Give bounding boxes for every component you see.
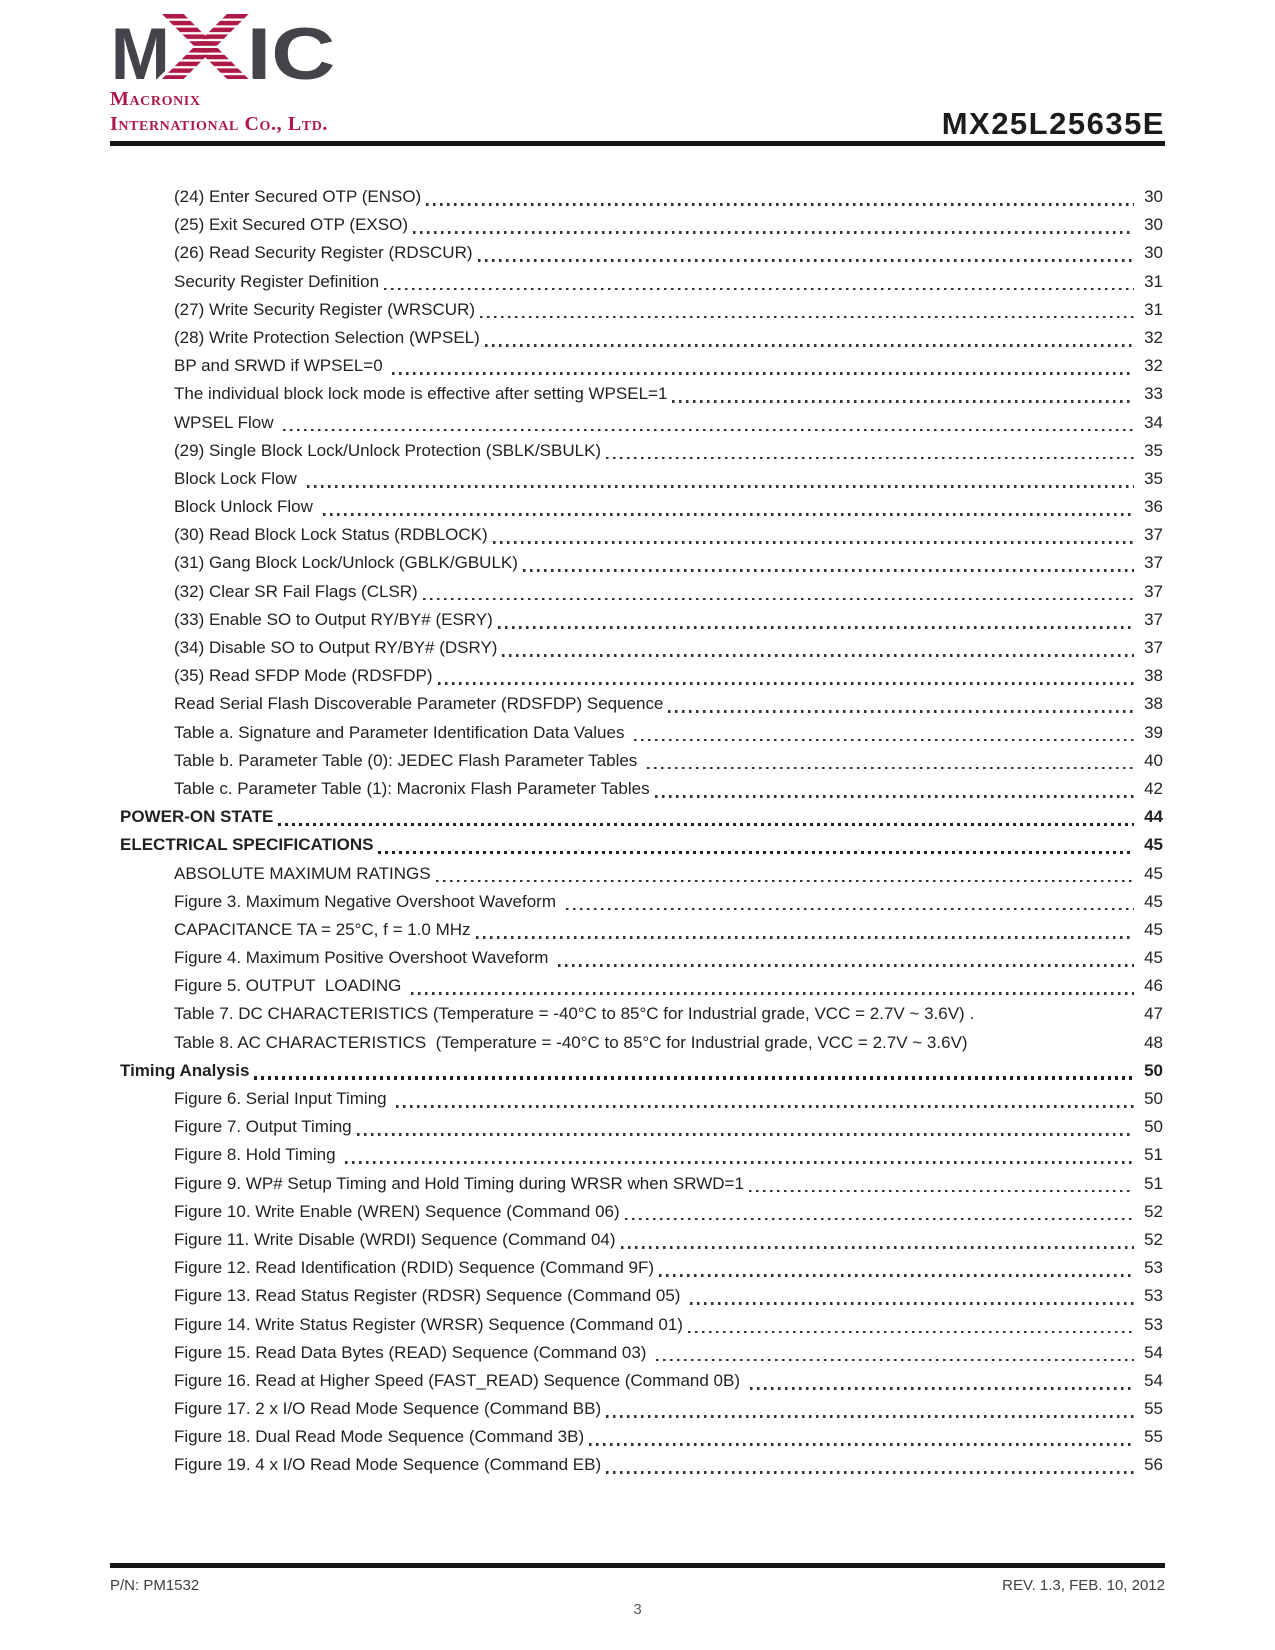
toc-leader-dots	[634, 739, 1134, 742]
toc-entry	[110, 1057, 1163, 1085]
toc-entry-label: Figure 18. Dual Read Mode Sequence (Command 3B)	[174, 1427, 585, 1447]
toc-leader-dots	[647, 767, 1134, 770]
toc-entry-label: (32) Clear SR Fail Flags (CLSR)	[174, 581, 418, 601]
toc-leader-dots	[690, 1302, 1134, 1305]
toc-page-number: 45	[1144, 948, 1163, 968]
toc-entry-label: (26) Read Security Register (RDSCUR)	[174, 243, 473, 263]
toc-entry	[110, 944, 1163, 972]
toc-page-number: 55	[1144, 1427, 1163, 1447]
toc-entry	[110, 719, 1163, 747]
toc-leader-dots	[478, 259, 1134, 262]
toc-leader-dots	[606, 1415, 1134, 1418]
toc-entry	[110, 888, 1163, 916]
toc-entry-label: Security Register Definition	[174, 271, 380, 291]
toc-entry	[110, 860, 1163, 888]
toc-page-number: 39	[1144, 722, 1163, 742]
table-of-contents	[110, 183, 1163, 1480]
toc-leader-dots	[558, 964, 1134, 967]
toc-entry	[110, 211, 1163, 239]
toc-leader-dots	[621, 1246, 1134, 1249]
toc-entry-label: Figure 13. Read Status Register (RDSR) Sequence (Command 05)	[174, 1286, 686, 1306]
toc-page-number: 37	[1144, 609, 1163, 629]
toc-entry	[110, 662, 1163, 690]
toc-leader-dots	[502, 654, 1134, 657]
toc-page-number: 50	[1144, 1060, 1163, 1080]
toc-page-number: 53	[1144, 1258, 1163, 1278]
toc-leader-dots	[566, 908, 1134, 911]
toc-page-number: 33	[1144, 384, 1163, 404]
toc-leader-dots	[498, 626, 1134, 629]
toc-page-number: 32	[1144, 356, 1163, 376]
toc-entry	[110, 1170, 1163, 1198]
toc-page-number: 48	[1144, 1032, 1163, 1052]
toc-entry	[110, 324, 1163, 352]
toc-page-number: 53	[1144, 1286, 1163, 1306]
company-name-line1: Macronix	[110, 88, 201, 110]
mxic-logo-icon	[110, 14, 340, 81]
toc-entry	[110, 1311, 1163, 1339]
toc-page-number: 54	[1144, 1342, 1163, 1362]
toc-entry	[110, 549, 1163, 577]
toc-leader-dots	[283, 429, 1134, 432]
page-number: 3	[633, 1601, 642, 1618]
toc-entry-label: (30) Read Block Lock Status (RDBLOCK)	[174, 525, 488, 545]
toc-leader-dots	[655, 795, 1134, 798]
toc-leader-dots	[278, 823, 1134, 826]
toc-entry-label: Timing Analysis	[120, 1060, 250, 1080]
toc-entry-label: Figure 10. Write Enable (WREN) Sequence (Command 06)	[174, 1201, 620, 1221]
company-name	[110, 87, 340, 137]
toc-entry	[110, 690, 1163, 718]
toc-entry-label: Figure 4. Maximum Positive Overshoot Waveform	[174, 948, 554, 968]
toc-leader-dots	[396, 1105, 1134, 1108]
toc-entry-label: Figure 9. WP# Setup Timing and Hold Timing during WRSR when SRWD=1	[174, 1173, 744, 1193]
toc-leader-dots	[392, 372, 1134, 375]
page-footer	[110, 1577, 1165, 1594]
toc-page-number: 36	[1144, 497, 1163, 517]
toc-entry	[110, 578, 1163, 606]
toc-page-number: 35	[1144, 440, 1163, 460]
toc-entry-label: Figure 16. Read at Higher Speed (FAST_READ) Sequence (Command 0B)	[174, 1370, 745, 1390]
toc-page-number: 51	[1144, 1145, 1163, 1165]
toc-entry	[110, 1085, 1163, 1113]
toc-leader-dots	[254, 1076, 1134, 1079]
toc-entry	[110, 1198, 1163, 1226]
toc-leader-dots	[438, 682, 1134, 685]
toc-entry-label: BP and SRWD if WPSEL=0	[174, 356, 388, 376]
revision-date: REV. 1.3, FEB. 10, 2012	[1002, 1577, 1165, 1594]
toc-entry-label: (29) Single Block Lock/Unlock Protection (SBLK/SBULK)	[174, 440, 602, 460]
toc-leader-dots	[974, 1000, 1137, 1028]
toc-entry-label: ELECTRICAL SPECIFICATIONS	[120, 835, 374, 855]
logo-letter-m: M	[110, 14, 170, 81]
toc-page-number: 52	[1144, 1201, 1163, 1221]
toc-entry-label: Figure 3. Maximum Negative Overshoot Waveform	[174, 891, 561, 911]
logo-letters-ic: IC	[246, 14, 336, 81]
toc-entry-label: Figure 15. Read Data Bytes (READ) Sequence (Command 03)	[174, 1342, 652, 1362]
toc-leader-dots	[480, 316, 1134, 319]
toc-entry	[110, 775, 1163, 803]
toc-leader-dots	[656, 1359, 1134, 1362]
toc-entry-label: WPSEL Flow	[174, 412, 279, 432]
toc-entry	[110, 747, 1163, 775]
toc-entry-label: Figure 6. Serial Input Timing	[174, 1089, 392, 1108]
toc-leader-dots	[688, 1331, 1134, 1334]
toc-page-number: 45	[1144, 835, 1163, 855]
toc-page-number: 35	[1144, 468, 1163, 488]
part-number: P/N: PM1532	[110, 1577, 200, 1594]
toc-leader-dots	[307, 485, 1134, 488]
toc-leader-dots	[476, 936, 1134, 939]
toc-page-number: 37	[1144, 638, 1163, 657]
toc-page-number: 31	[1144, 271, 1163, 291]
toc-entry-label: Figure 5. OUTPUT LOADING	[174, 976, 407, 996]
toc-leader-dots	[436, 880, 1134, 883]
toc-entry	[110, 916, 1163, 944]
toc-entry	[110, 493, 1163, 521]
toc-page-number: 56	[1144, 1455, 1163, 1475]
toc-entry-label: (33) Enable SO to Output RY/BY# (ESRY)	[174, 609, 493, 629]
toc-entry-label: The individual block lock mode is effective after setting WPSEL=1	[174, 384, 668, 404]
toc-page-number: 30	[1144, 215, 1163, 235]
toc-entry-label: (35) Read SFDP Mode (RDSFDP)	[174, 666, 433, 686]
toc-page-number: 50	[1144, 1117, 1163, 1137]
toc-page-number: 34	[1144, 412, 1163, 432]
toc-page-number: 44	[1144, 807, 1163, 827]
toc-page-number: 32	[1144, 327, 1163, 347]
toc-entry	[110, 1395, 1163, 1423]
company-name-line2: International Co., Ltd.	[110, 113, 329, 135]
toc-entry	[110, 268, 1163, 296]
toc-page-number: 40	[1144, 750, 1163, 770]
toc-entry	[110, 380, 1163, 408]
toc-leader-dots	[413, 231, 1134, 234]
mxic-logo	[110, 14, 340, 137]
toc-leader-dots	[672, 400, 1134, 403]
toc-entry-label: Block Unlock Flow	[174, 497, 318, 517]
header-divider	[110, 141, 1165, 146]
toc-page-number: 47	[1144, 1004, 1163, 1024]
toc-entry	[110, 465, 1163, 493]
toc-entry-label: CAPACITANCE TA = 25°C, f = 1.0 MHz	[174, 919, 471, 939]
toc-entry	[110, 1113, 1163, 1141]
toc-entry-label: Table a. Signature and Parameter Identification Data Values	[174, 722, 630, 742]
toc-entry	[110, 1423, 1163, 1451]
toc-leader-dots	[485, 344, 1134, 347]
toc-page-number: 37	[1144, 581, 1163, 601]
toc-leader-dots	[357, 1133, 1134, 1136]
toc-page-number: 30	[1144, 243, 1163, 263]
toc-page-number: 50	[1144, 1089, 1163, 1108]
toc-leader-dots	[384, 288, 1134, 291]
toc-entry	[110, 1282, 1163, 1310]
toc-entry-label: (31) Gang Block Lock/Unlock (GBLK/GBULK)	[174, 553, 518, 573]
toc-entry-label: (25) Exit Secured OTP (EXSO)	[174, 215, 408, 235]
part-number-title: MX25L25635E	[941, 106, 1165, 141]
toc-entry	[110, 1029, 1163, 1057]
page-header	[110, 14, 1165, 142]
logo-x-glyph	[157, 14, 254, 79]
toc-leader-dots	[426, 203, 1134, 206]
toc-leader-dots	[493, 541, 1134, 544]
toc-leader-dots	[423, 598, 1134, 601]
toc-entry	[110, 1000, 1163, 1028]
toc-entry-label: (34) Disable SO to Output RY/BY# (DSRY)	[174, 638, 498, 657]
toc-entry	[110, 296, 1163, 324]
toc-leader-dots	[968, 1029, 1137, 1057]
toc-entry	[110, 409, 1163, 437]
toc-entry	[110, 1339, 1163, 1367]
toc-leader-dots	[750, 1387, 1134, 1390]
toc-entry	[110, 437, 1163, 465]
toc-entry	[110, 1451, 1163, 1479]
toc-entry-label: (28) Write Protection Selection (WPSEL)	[174, 327, 480, 347]
toc-page-number: 45	[1144, 863, 1163, 883]
toc-leader-dots	[411, 992, 1134, 995]
toc-leader-dots	[523, 569, 1134, 572]
toc-entry	[110, 521, 1163, 549]
toc-page-number: 31	[1144, 299, 1163, 319]
toc-page-number: 37	[1144, 553, 1163, 573]
toc-leader-dots	[323, 513, 1134, 516]
toc-page-number: 52	[1144, 1229, 1163, 1249]
toc-page-number: 38	[1144, 666, 1163, 686]
toc-entry-label: Figure 19. 4 x I/O Read Mode Sequence (Command EB)	[174, 1455, 602, 1475]
toc-entry-label: Figure 7. Output Timing	[174, 1117, 352, 1137]
toc-entry	[110, 352, 1163, 380]
toc-page-number: 55	[1144, 1399, 1163, 1419]
toc-entry-label: Table 7. DC CHARACTERISTICS (Temperature = -40°C to 85°C for Industrial grade, VCC = 2.7V ~ 3.6V) .	[174, 1004, 975, 1024]
toc-entry	[110, 606, 1163, 634]
toc-leader-dots	[625, 1218, 1134, 1221]
toc-page-number: 30	[1144, 187, 1163, 206]
toc-leader-dots	[378, 851, 1134, 854]
footer-divider	[110, 1563, 1165, 1568]
toc-entry	[110, 634, 1163, 662]
toc-entry-label: Block Lock Flow	[174, 468, 302, 488]
toc-entry-label: Read Serial Flash Discoverable Parameter (RDSFDP) Sequence	[174, 694, 664, 714]
toc-entry	[110, 183, 1163, 211]
toc-leader-dots	[606, 457, 1134, 460]
toc-entry	[110, 1367, 1163, 1395]
toc-page-number: 45	[1144, 891, 1163, 911]
toc-entry-label: Table b. Parameter Table (0): JEDEC Flash Parameter Tables	[174, 750, 643, 770]
toc-page-number: 54	[1144, 1370, 1163, 1390]
toc-entry-label: Figure 14. Write Status Register (WRSR) Sequence (Command 01)	[174, 1314, 683, 1334]
toc-page-number: 37	[1144, 525, 1163, 545]
toc-entry	[110, 972, 1163, 1000]
toc-page-number: 53	[1144, 1314, 1163, 1334]
toc-leader-dots	[659, 1274, 1134, 1277]
toc-entry	[110, 1226, 1163, 1254]
toc-entry-label: Figure 12. Read Identification (RDID) Sequence (Command 9F)	[174, 1258, 654, 1278]
toc-page-number: 46	[1144, 976, 1163, 996]
toc-page-number: 45	[1144, 919, 1163, 939]
toc-leader-dots	[749, 1190, 1134, 1193]
toc-entry-label: Figure 8. Hold Timing	[174, 1145, 341, 1165]
toc-entry-label: Table 8. AC CHARACTERISTICS (Temperature = -40°C to 85°C for Industrial grade, VCC = 2.7V ~ 3.6V)	[174, 1032, 968, 1052]
toc-page-number: 38	[1144, 694, 1163, 714]
toc-entry-label: Table c. Parameter Table (1): Macronix Flash Parameter Tables	[174, 778, 650, 798]
toc-entry	[110, 1141, 1163, 1169]
toc-entry	[110, 831, 1163, 859]
toc-entry-label: Figure 17. 2 x I/O Read Mode Sequence (Command BB)	[174, 1399, 602, 1419]
toc-leader-dots	[668, 710, 1134, 713]
toc-entry	[110, 1254, 1163, 1282]
toc-entry-label: (27) Write Security Register (WRSCUR)	[174, 299, 476, 319]
toc-entry-label: ABSOLUTE MAXIMUM RATINGS	[174, 863, 431, 883]
toc-leader-dots	[606, 1471, 1134, 1474]
toc-page-number: 42	[1144, 778, 1163, 798]
toc-page-number: 51	[1144, 1173, 1163, 1193]
toc-entry	[110, 803, 1163, 831]
toc-entry-label: Figure 11. Write Disable (WRDI) Sequence (Command 04)	[174, 1229, 616, 1249]
toc-entry-label: POWER-ON STATE	[120, 807, 274, 827]
toc-leader-dots	[589, 1443, 1134, 1446]
toc-entry	[110, 239, 1163, 267]
toc-entry-label: (24) Enter Secured OTP (ENSO)	[174, 187, 422, 206]
toc-leader-dots	[345, 1161, 1134, 1164]
